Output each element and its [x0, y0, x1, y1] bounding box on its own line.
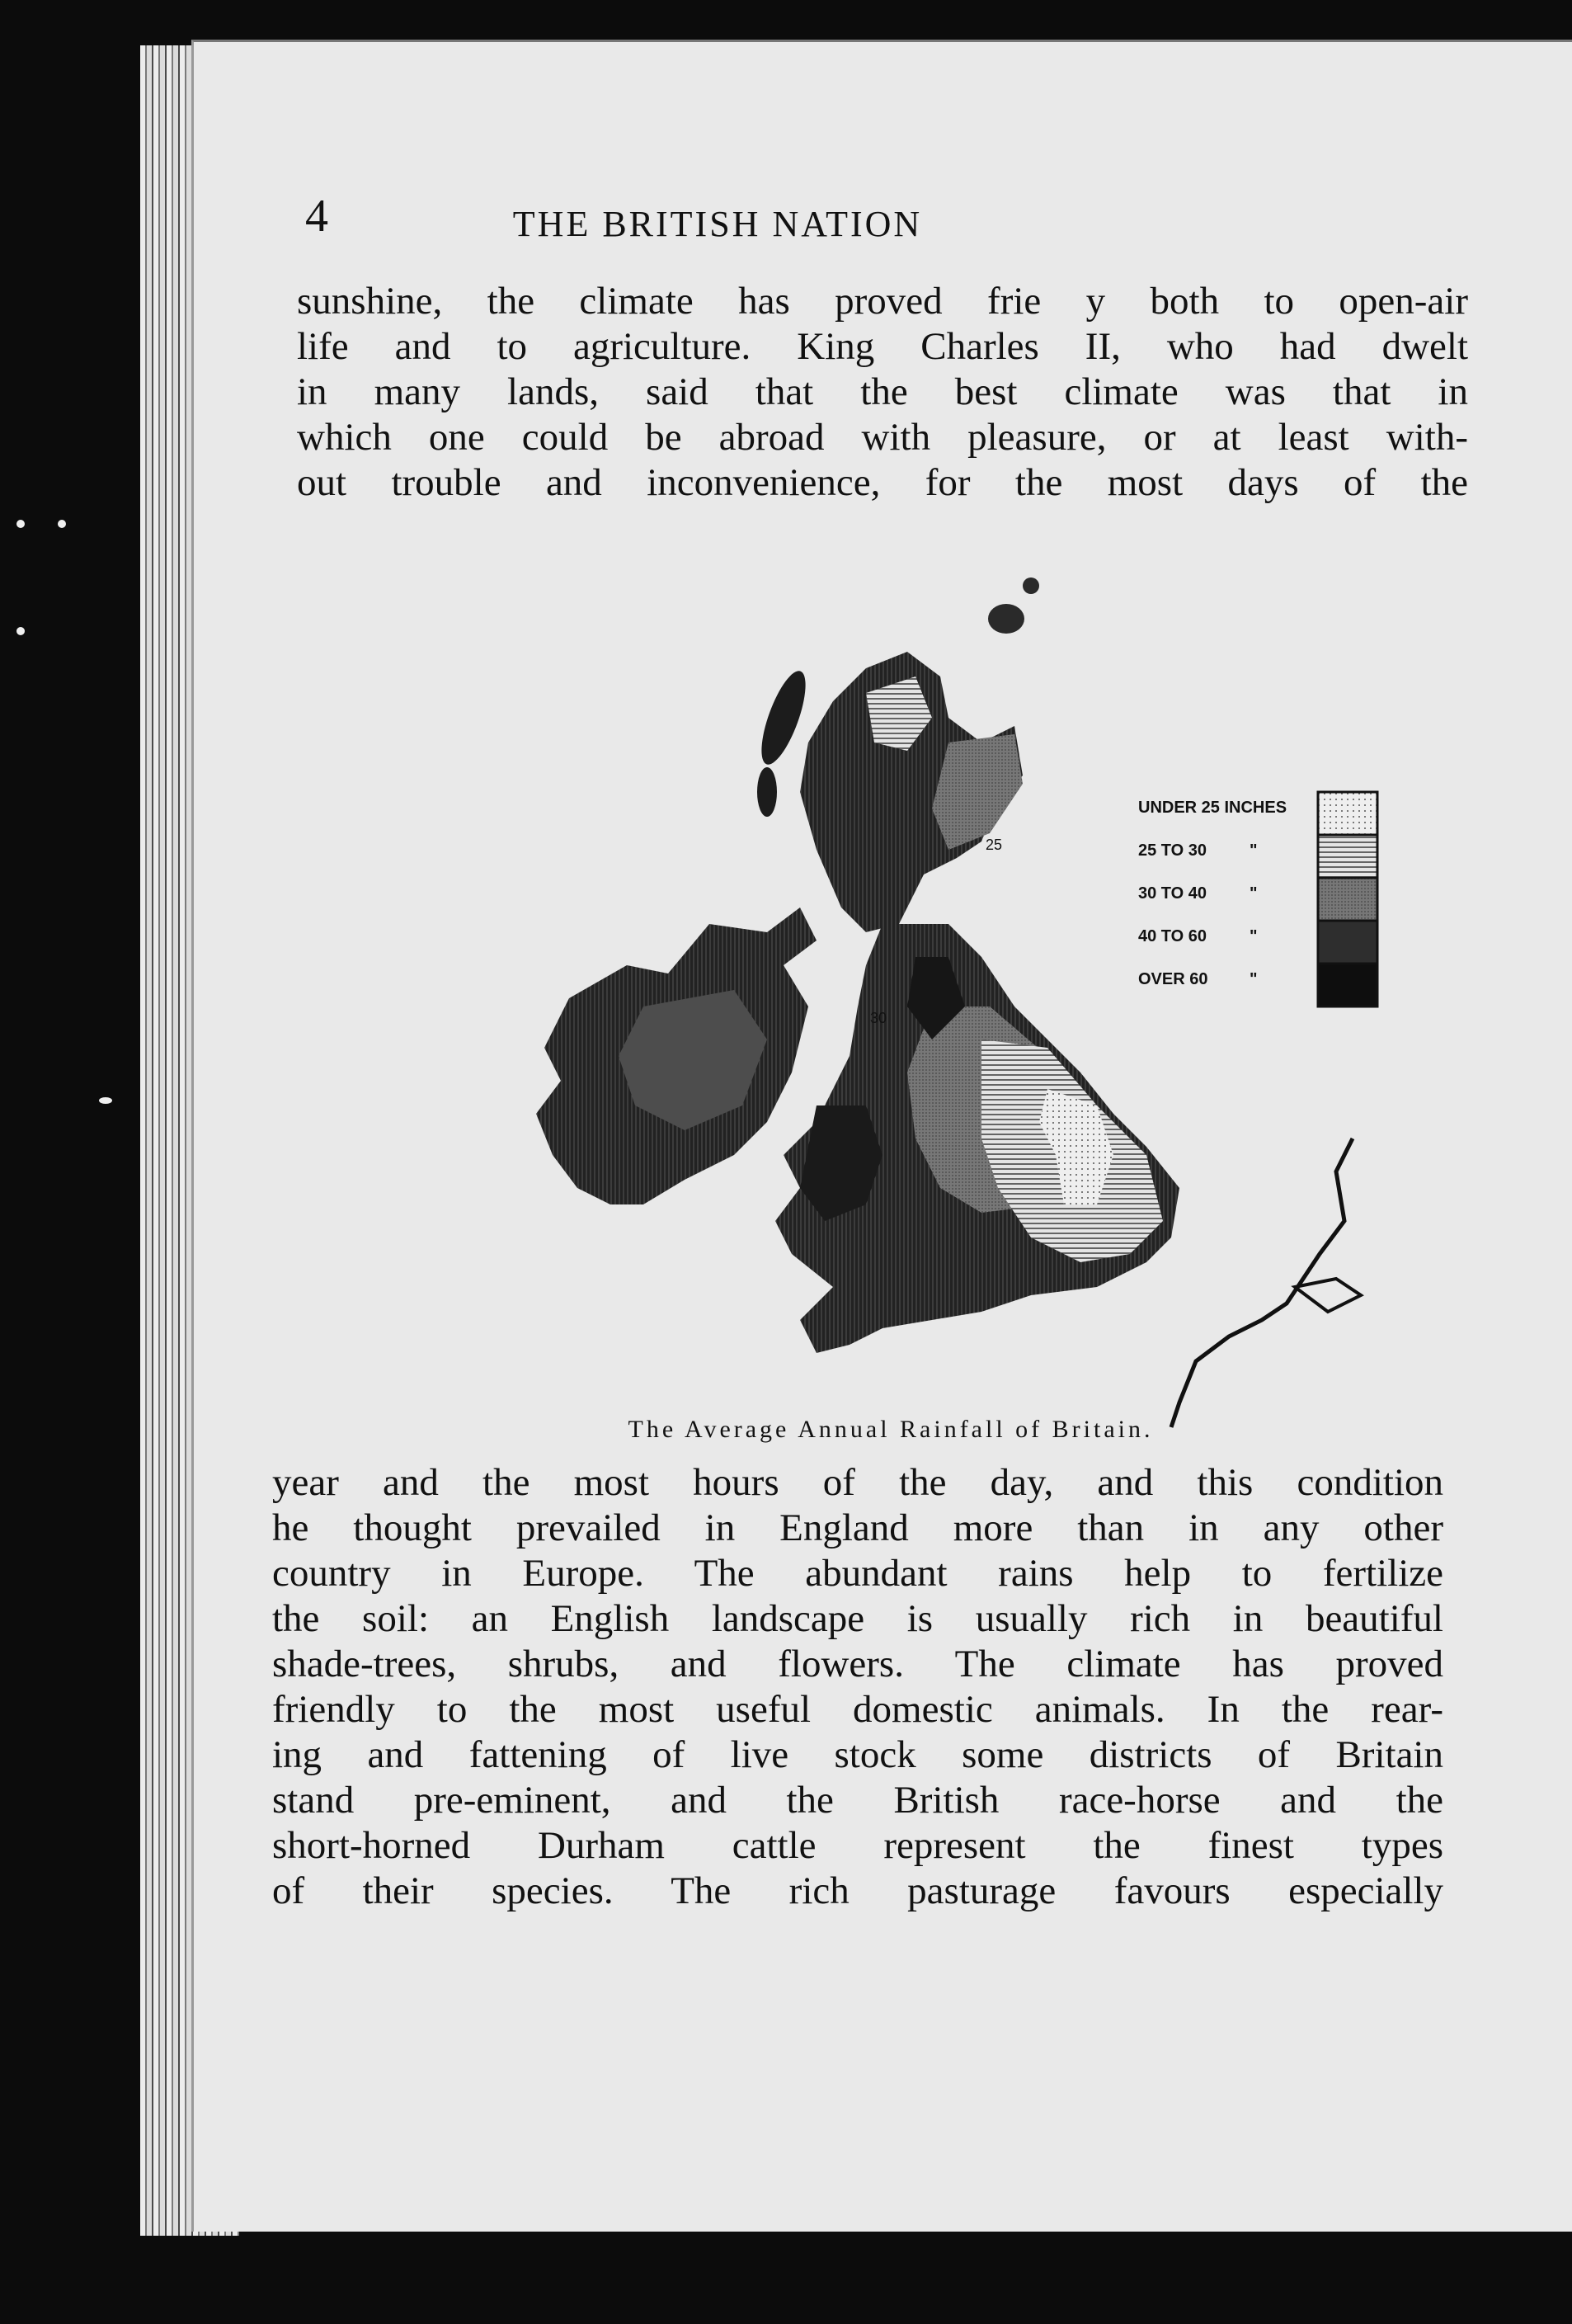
- text-line: he thought prevailed in England more than in any other: [272, 1506, 1443, 1549]
- legend-ditto: ": [1250, 841, 1258, 860]
- text-line: ing and fattening of live stock some districts of Britain: [272, 1733, 1443, 1776]
- text-line: which one could be abroad with pleasure, or at least with-: [297, 416, 1468, 459]
- paragraph-top: [297, 279, 1468, 506]
- rainfall-map-figure: [520, 577, 1468, 1452]
- text-line: friendly to the most useful domestic animals. In the rear-: [272, 1688, 1443, 1731]
- map-label: 25: [986, 837, 1003, 853]
- legend-label: 40 TO 60: [1138, 927, 1207, 945]
- legend-swatch-30-40: [1318, 878, 1377, 921]
- legend-swatch-over-60: [1318, 964, 1377, 1006]
- text-line: shade-trees, shrubs, and flowers. The climate has proved: [272, 1643, 1443, 1685]
- text-line: sunshine, the climate has proved frie y both to open-air: [297, 280, 1468, 323]
- text-line: out trouble and inconvenience, for the most days of the: [297, 461, 1468, 504]
- rainfall-legend: [1138, 792, 1377, 1006]
- margin-speck: [16, 627, 25, 635]
- figure-caption: The Average Annual Rainfall of Britain.: [628, 1416, 1154, 1443]
- page-number: 4: [305, 191, 328, 242]
- legend-ditto: ": [1250, 884, 1258, 903]
- margin-speck: [16, 520, 25, 528]
- legend-label: UNDER 25 INCHES: [1138, 799, 1287, 817]
- continent-coastline: [1171, 1138, 1353, 1427]
- legend-label: 30 TO 40: [1138, 884, 1207, 903]
- text-line: of their species. The rich pasturage favours especially: [272, 1869, 1443, 1912]
- map-label: 30: [870, 1010, 887, 1026]
- continent-coast-detail: [1295, 1279, 1361, 1312]
- text-line: short-horned Durham cattle represent the finest types: [272, 1824, 1443, 1867]
- legend-label: 25 TO 30: [1138, 841, 1207, 860]
- orkney-island: [988, 604, 1024, 634]
- paragraph-bottom: [272, 1460, 1443, 1914]
- text-line: the soil: an English landscape is usually rich in beautiful: [272, 1597, 1443, 1640]
- shetland-island: [1023, 577, 1039, 594]
- legend-ditto: ": [1250, 970, 1258, 988]
- legend-label: OVER 60: [1138, 970, 1208, 988]
- text-line: year and the most hours of the day, and this condition: [272, 1461, 1443, 1504]
- hebrides-island: [753, 666, 815, 769]
- text-line: life and to agriculture. King Charles II, who had dwelt: [297, 325, 1468, 368]
- hebrides-island: [757, 767, 777, 817]
- margin-speck: [99, 1097, 112, 1104]
- legend-ditto: ": [1250, 927, 1258, 945]
- running-head: THE BRITISH NATION: [512, 204, 923, 244]
- legend-swatch-25-30: [1318, 835, 1377, 878]
- text-line: in many lands, said that the best climate was that in: [297, 370, 1468, 413]
- text-line: stand pre-eminent, and the British race-horse and the: [272, 1779, 1443, 1822]
- text-line: country in Europe. The abundant rains help to fertilize: [272, 1552, 1443, 1595]
- legend-swatch-40-60: [1318, 921, 1377, 964]
- legend-swatch-under-25: [1318, 792, 1377, 835]
- margin-speck: [58, 520, 66, 528]
